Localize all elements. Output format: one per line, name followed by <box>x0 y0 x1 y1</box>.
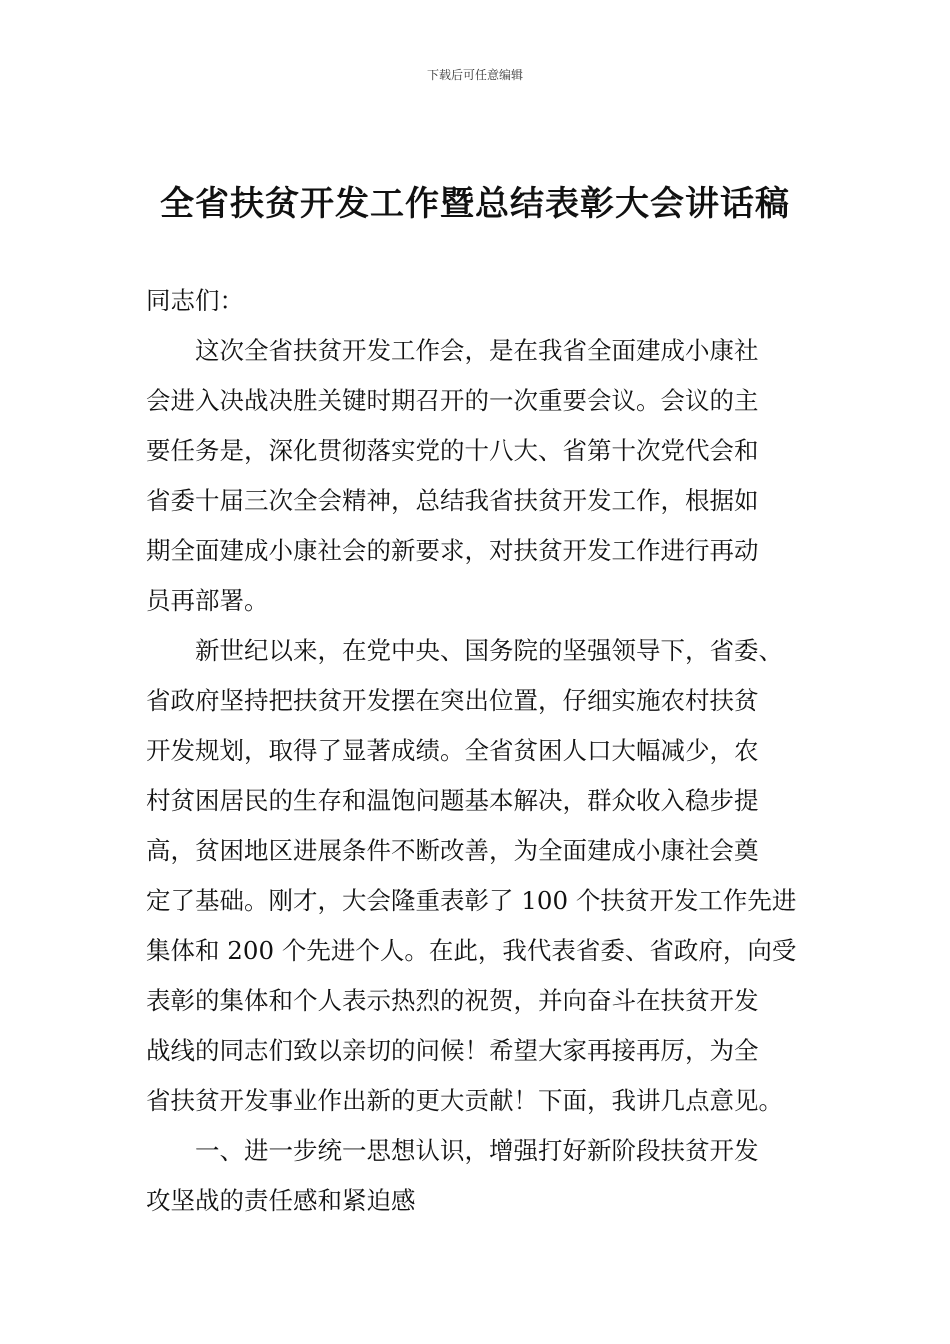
body-line: 员再部署。 <box>146 586 269 615</box>
body-line: 战线的同志们致以亲切的问候！希望大家再接再厉，为全 <box>146 1036 759 1065</box>
body-line: 新世纪以来，在党中央、国务院的坚强领导下，省委、 <box>195 636 783 665</box>
body-line: 会进入决战决胜关键时期召开的一次重要会议。会议的主 <box>146 386 759 415</box>
body-line: 省扶贫开发事业作出新的更大贡献！下面，我讲几点意见。 <box>146 1086 783 1115</box>
body-line: 省委十届三次全会精神，总结我省扶贫开发工作，根据如 <box>146 486 759 515</box>
body-line: 表彰的集体和个人表示热烈的祝贺，并向奋斗在扶贫开发 <box>146 986 759 1015</box>
document-body <box>146 276 826 1226</box>
body-line: 期全面建成小康社会的新要求，对扶贫开发工作进行再动 <box>146 536 759 565</box>
body-line: 村贫困居民的生存和温饱问题基本解决，群众收入稳步提 <box>146 786 759 815</box>
body-line: 开发规划，取得了显著成绩。全省贫困人口大幅减少，农 <box>146 736 759 765</box>
body-line: 定了基础。刚才，大会隆重表彰了 100 个扶贫开发工作先进 <box>146 886 797 915</box>
body-line: 省政府坚持把扶贫开发摆在突出位置，仔细实施农村扶贫 <box>146 686 759 715</box>
body-line: 这次全省扶贫开发工作会，是在我省全面建成小康社 <box>195 336 759 365</box>
body-line: 同志们： <box>146 286 244 315</box>
body-line: 攻坚战的责任感和紧迫感 <box>146 1186 416 1215</box>
document-title: 全省扶贫开发工作暨总结表彰大会讲话稿 <box>160 184 790 224</box>
header-note: 下载后可任意编辑 <box>426 68 523 82</box>
body-line: 要任务是，深化贯彻落实党的十八大、省第十次党代会和 <box>146 436 759 465</box>
body-line: 集体和 200 个先进个人。在此，我代表省委、省政府，向受 <box>146 936 797 965</box>
body-line: 高，贫困地区进展条件不断改善，为全面建成小康社会奠 <box>146 836 759 865</box>
body-line: 一、进一步统一思想认识，增强打好新阶段扶贫开发 <box>195 1136 759 1165</box>
